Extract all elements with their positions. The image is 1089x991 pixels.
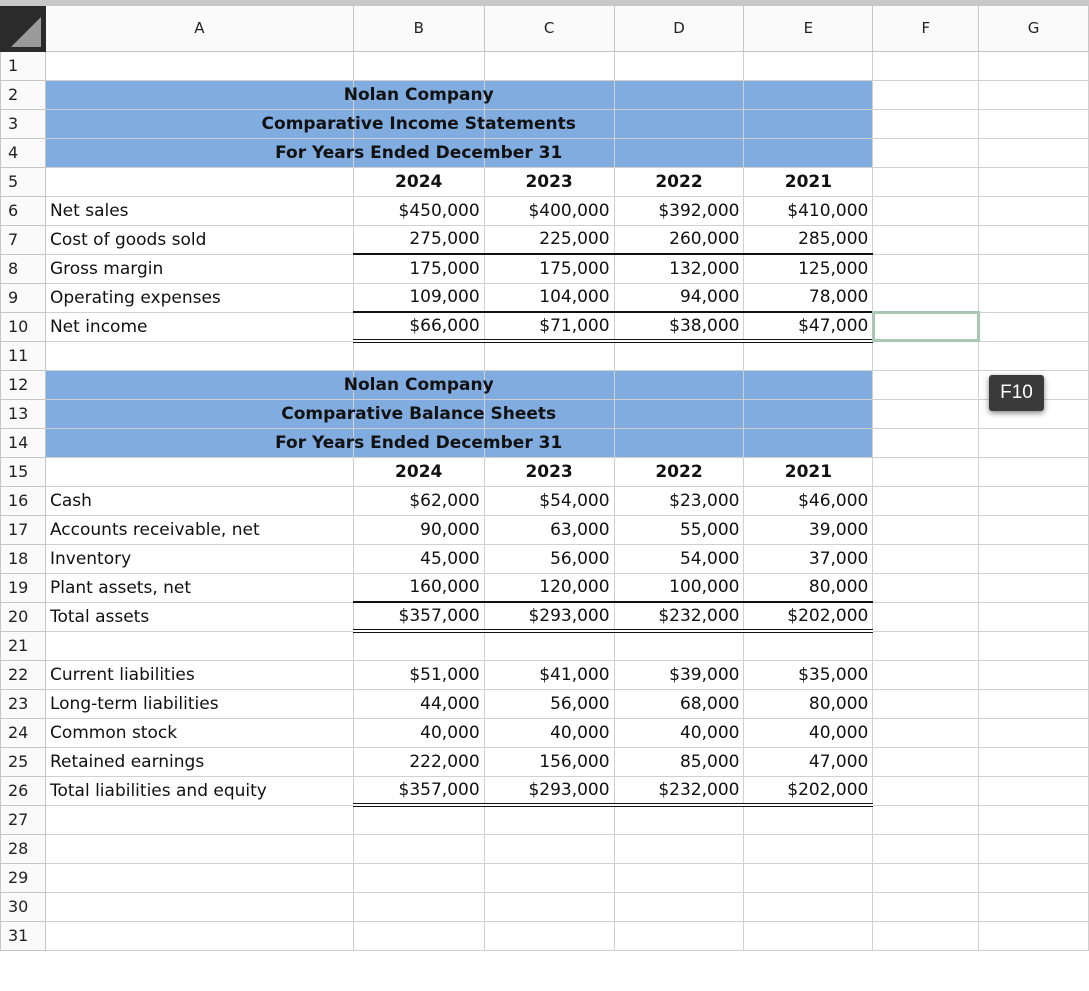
row-header-17[interactable]: 17 [1,515,46,544]
cell[interactable] [261,109,576,138]
row-header-10[interactable]: 10 [1,312,46,341]
value-cell[interactable]: 40,000 [744,718,873,747]
row-header-30[interactable]: 30 [1,892,46,921]
select-all-corner[interactable] [1,3,46,51]
row-header-25[interactable]: 25 [1,747,46,776]
cell[interactable] [979,747,1089,776]
cell[interactable] [353,805,484,834]
cell[interactable] [744,428,873,457]
line-item-label[interactable]: Cash [45,486,353,515]
row-header-20[interactable]: 20 [1,602,46,631]
line-item-label[interactable]: Operating expenses [45,283,353,312]
line-item-label[interactable]: Cost of goods sold [45,225,353,254]
grid-row [1,921,1089,950]
value-cell[interactable]: 285,000 [744,225,873,254]
cell[interactable] [873,515,979,544]
value-cell[interactable]: $202,000 [744,776,873,805]
value-cell[interactable]: 125,000 [744,254,873,283]
value-cell[interactable]: $202,000 [744,602,873,631]
row-header-14[interactable]: 14 [1,428,46,457]
row-header-3[interactable]: 3 [1,109,46,138]
value-cell[interactable]: 104,000 [484,283,614,312]
report-title: Comparative Balance Sheets [281,403,557,424]
value-cell[interactable]: 156,000 [484,747,614,776]
cell[interactable] [484,863,614,892]
row-header-6[interactable]: 6 [1,196,46,225]
cell[interactable] [873,109,979,138]
grid-row [1,138,1089,167]
column-header-a[interactable]: A [45,3,353,51]
cell[interactable] [873,196,979,225]
cell[interactable] [275,138,563,167]
f10-tooltip: F10 [989,375,1044,411]
report-period: For Years Ended December 31 [275,142,563,163]
row-header-24[interactable]: 24 [1,718,46,747]
value-cell[interactable]: $39,000 [614,660,744,689]
cell[interactable] [614,921,744,950]
row-header-23[interactable]: 23 [1,689,46,718]
cell[interactable] [744,341,873,370]
row-header-19[interactable]: 19 [1,573,46,602]
cell[interactable] [614,399,744,428]
line-item-label[interactable]: Common stock [45,718,353,747]
cell[interactable] [873,776,979,805]
report-title: Comparative Income Statements [261,113,576,134]
value-cell[interactable]: $51,000 [353,660,484,689]
cell[interactable] [484,805,614,834]
grid-row [1,863,1089,892]
grid-row [1,660,1089,689]
report-company-name: Nolan Company [343,84,494,105]
value-cell[interactable]: 109,000 [353,283,484,312]
cell[interactable] [979,602,1089,631]
value-cell[interactable]: $357,000 [353,776,484,805]
cell[interactable] [343,370,494,399]
cell[interactable] [484,80,614,109]
value-cell[interactable]: 222,000 [353,747,484,776]
cell[interactable] [979,631,1089,660]
cell[interactable] [614,51,744,80]
grid-row [1,457,1089,486]
line-item-label[interactable]: Long-term liabilities [45,689,353,718]
cell[interactable] [614,631,744,660]
cell[interactable] [744,892,873,921]
cell[interactable] [484,631,614,660]
value-cell[interactable]: 120,000 [484,573,614,602]
cell[interactable] [484,921,614,950]
cell[interactable] [45,863,353,892]
cell[interactable] [979,805,1089,834]
cell[interactable] [353,921,484,950]
line-item-label[interactable]: Plant assets, net [45,573,353,602]
selected-cell-f10[interactable] [873,312,979,341]
value-cell[interactable]: $357,000 [353,602,484,631]
cell[interactable] [979,921,1089,950]
cell[interactable] [353,863,484,892]
value-cell[interactable]: 45,000 [353,544,484,573]
value-cell[interactable]: $54,000 [484,486,614,515]
value-cell[interactable]: 37,000 [744,544,873,573]
cell[interactable] [353,892,484,921]
row-header-12[interactable]: 12 [1,370,46,399]
grid-row [1,631,1089,660]
select-all-triangle-icon [11,17,41,47]
cell[interactable] [45,631,353,660]
cell[interactable] [979,341,1089,370]
cell[interactable] [744,863,873,892]
grid-row [1,747,1089,776]
cell[interactable] [614,428,744,457]
cell[interactable] [873,573,979,602]
column-header-b[interactable]: B [353,3,484,51]
value-cell[interactable]: 47,000 [744,747,873,776]
grid-row [1,776,1089,805]
cell[interactable] [45,370,353,399]
cell[interactable] [744,80,873,109]
cell[interactable] [873,457,979,486]
cell[interactable] [979,138,1089,167]
cell[interactable] [353,341,484,370]
grid-row [1,718,1089,747]
cell[interactable] [873,51,979,80]
value-cell[interactable]: $23,000 [614,486,744,515]
cell[interactable] [484,370,614,399]
value-cell[interactable]: 40,000 [614,718,744,747]
cell[interactable] [45,80,353,109]
value-cell[interactable]: $62,000 [353,486,484,515]
value-cell[interactable]: $47,000 [744,312,873,341]
cell[interactable] [979,515,1089,544]
line-item-label[interactable]: Total liabilities and equity [45,776,353,805]
cell[interactable] [744,51,873,80]
value-cell[interactable]: 54,000 [614,544,744,573]
grid-row [1,341,1089,370]
cell[interactable] [744,921,873,950]
value-cell[interactable]: 94,000 [614,283,744,312]
line-item-label[interactable]: Net income [45,312,353,341]
cell[interactable] [45,167,353,196]
cell[interactable] [873,834,979,863]
grid-row [1,80,1089,109]
row-header-5[interactable]: 5 [1,167,46,196]
cell[interactable] [873,428,979,457]
cell[interactable] [979,457,1089,486]
cell[interactable] [873,80,979,109]
row-header-2[interactable]: 2 [1,80,46,109]
grid-row [1,689,1089,718]
cell[interactable] [614,863,744,892]
value-cell[interactable]: 90,000 [353,515,484,544]
line-item-label[interactable]: Retained earnings [45,747,353,776]
row-header-27[interactable]: 27 [1,805,46,834]
cell[interactable] [979,225,1089,254]
cell[interactable] [873,138,979,167]
cell[interactable] [744,399,873,428]
value-cell[interactable]: 78,000 [744,283,873,312]
cell[interactable] [614,109,744,138]
cell[interactable] [979,196,1089,225]
value-cell[interactable]: 80,000 [744,573,873,602]
row-header-15[interactable]: 15 [1,457,46,486]
line-item-label[interactable]: Gross margin [45,254,353,283]
value-cell[interactable]: $38,000 [614,312,744,341]
cell[interactable] [45,892,353,921]
row-header-22[interactable]: 22 [1,660,46,689]
row-header-29[interactable]: 29 [1,863,46,892]
value-cell[interactable]: $400,000 [484,196,614,225]
value-cell[interactable]: $71,000 [484,312,614,341]
cell[interactable] [979,51,1089,80]
row-header-28[interactable]: 28 [1,834,46,863]
cell[interactable] [343,80,494,109]
cell[interactable] [744,109,873,138]
cell[interactable] [614,370,744,399]
cell[interactable] [873,921,979,950]
line-item-label[interactable]: Net sales [45,196,353,225]
value-cell[interactable]: $450,000 [353,196,484,225]
cell[interactable] [281,399,557,428]
cell[interactable] [275,428,563,457]
cell[interactable] [979,80,1089,109]
value-cell[interactable]: 175,000 [484,254,614,283]
cell[interactable] [979,486,1089,515]
line-item-label[interactable]: Inventory [45,544,353,573]
cell[interactable] [979,892,1089,921]
grid-row [1,312,1089,341]
value-cell[interactable]: 56,000 [484,689,614,718]
report-company-name: Nolan Company [343,374,494,395]
column-header-c[interactable]: C [484,3,614,51]
grid-row [1,254,1089,283]
value-cell[interactable]: $293,000 [484,602,614,631]
grid-row [1,167,1089,196]
value-cell[interactable]: 56,000 [484,544,614,573]
year-header-cell[interactable]: 2024 [353,167,484,196]
value-cell[interactable]: 85,000 [614,747,744,776]
cell[interactable] [873,544,979,573]
cell[interactable] [614,892,744,921]
grid-row [1,51,1089,80]
cell[interactable] [614,80,744,109]
grid-row [1,370,1089,399]
cell[interactable] [873,341,979,370]
cell[interactable] [744,138,873,167]
cell[interactable] [873,370,979,399]
cell[interactable] [979,863,1089,892]
value-cell[interactable]: $232,000 [614,776,744,805]
cell[interactable] [873,283,979,312]
cell[interactable] [979,834,1089,863]
year-header-cell[interactable]: 2021 [744,457,873,486]
row-header-9[interactable]: 9 [1,283,46,312]
report-period: For Years Ended December 31 [275,432,563,453]
value-cell[interactable]: 44,000 [353,689,484,718]
grid-row [1,805,1089,834]
cell[interactable] [979,254,1089,283]
value-cell[interactable]: 80,000 [744,689,873,718]
row-header-31[interactable]: 31 [1,921,46,950]
column-header-e[interactable]: E [744,3,873,51]
column-header-d[interactable]: D [614,3,744,51]
value-cell[interactable]: 132,000 [614,254,744,283]
cell[interactable] [979,660,1089,689]
value-cell[interactable]: 40,000 [353,718,484,747]
cell[interactable] [45,457,353,486]
cell[interactable] [873,747,979,776]
value-cell[interactable]: 225,000 [484,225,614,254]
cell[interactable] [484,892,614,921]
year-header-cell[interactable]: 2024 [353,457,484,486]
cell[interactable] [45,341,353,370]
cell[interactable] [873,805,979,834]
grid-row [1,196,1089,225]
grid-row [1,428,1089,457]
value-cell[interactable]: 260,000 [614,225,744,254]
grid-row [1,834,1089,863]
cell[interactable] [744,370,873,399]
cell[interactable] [979,167,1089,196]
grid-row [1,602,1089,631]
line-item-label[interactable]: Total assets [45,602,353,631]
line-item-label[interactable]: Accounts receivable, net [45,515,353,544]
grid-row [1,515,1089,544]
value-cell[interactable]: $410,000 [744,196,873,225]
cell[interactable] [614,834,744,863]
year-header-cell[interactable]: 2023 [484,167,614,196]
value-cell[interactable]: 68,000 [614,689,744,718]
cell[interactable] [979,718,1089,747]
cell[interactable] [744,805,873,834]
grid-row [1,544,1089,573]
column-header-g[interactable]: G [979,3,1089,51]
cell[interactable] [744,631,873,660]
value-cell[interactable]: 63,000 [484,515,614,544]
value-cell[interactable]: $35,000 [744,660,873,689]
cell[interactable] [614,138,744,167]
value-cell[interactable]: 275,000 [353,225,484,254]
year-header-cell[interactable]: 2023 [484,457,614,486]
cell[interactable] [484,834,614,863]
cell[interactable] [979,573,1089,602]
cell[interactable] [979,283,1089,312]
value-cell[interactable]: $392,000 [614,196,744,225]
value-cell[interactable]: $232,000 [614,602,744,631]
cell[interactable] [873,225,979,254]
cell[interactable] [873,689,979,718]
cell[interactable] [979,689,1089,718]
cell[interactable] [873,892,979,921]
cell[interactable] [45,834,353,863]
grid-row [1,109,1089,138]
value-cell[interactable]: $46,000 [744,486,873,515]
value-cell[interactable]: $41,000 [484,660,614,689]
cell[interactable] [353,51,484,80]
value-cell[interactable]: 160,000 [353,573,484,602]
value-cell[interactable]: 39,000 [744,515,873,544]
cell[interactable] [873,486,979,515]
grid-row [1,225,1089,254]
value-cell[interactable]: 55,000 [614,515,744,544]
cell[interactable] [45,921,353,950]
cell[interactable] [873,602,979,631]
year-header-cell[interactable]: 2022 [614,457,744,486]
cell[interactable] [614,805,744,834]
line-item-label[interactable]: Current liabilities [45,660,353,689]
cell[interactable] [873,399,979,428]
cell[interactable] [45,805,353,834]
cell[interactable] [873,631,979,660]
cell[interactable] [353,631,484,660]
cell[interactable] [484,341,614,370]
cell[interactable] [979,544,1089,573]
cell[interactable] [614,341,744,370]
value-cell[interactable]: $293,000 [484,776,614,805]
cell[interactable] [979,312,1089,341]
cell[interactable] [45,51,353,80]
row-header-16[interactable]: 16 [1,486,46,515]
row-header-11[interactable]: 11 [1,341,46,370]
cell[interactable] [873,660,979,689]
row-header-26[interactable]: 26 [1,776,46,805]
cell[interactable] [979,428,1089,457]
row-header-21[interactable]: 21 [1,631,46,660]
value-cell[interactable]: 100,000 [614,573,744,602]
cell[interactable] [873,718,979,747]
cell[interactable] [353,834,484,863]
grid-row [1,486,1089,515]
year-header-cell[interactable]: 2021 [744,167,873,196]
value-cell[interactable]: 40,000 [484,718,614,747]
cell[interactable] [979,109,1089,138]
grid-row [1,892,1089,921]
cell[interactable] [873,863,979,892]
row-header-13[interactable]: 13 [1,399,46,428]
grid-row [1,399,1089,428]
row-header-1[interactable]: 1 [1,51,46,80]
cell[interactable] [744,834,873,863]
row-header-7[interactable]: 7 [1,225,46,254]
cell[interactable] [873,167,979,196]
row-header-8[interactable]: 8 [1,254,46,283]
cell[interactable] [873,254,979,283]
grid-row [1,573,1089,602]
cell[interactable] [979,776,1089,805]
column-header-f[interactable]: F [873,3,979,51]
grid-row [1,283,1089,312]
value-cell[interactable]: $66,000 [353,312,484,341]
cell[interactable] [484,51,614,80]
year-header-cell[interactable]: 2022 [614,167,744,196]
row-header-18[interactable]: 18 [1,544,46,573]
value-cell[interactable]: 175,000 [353,254,484,283]
row-header-4[interactable]: 4 [1,138,46,167]
